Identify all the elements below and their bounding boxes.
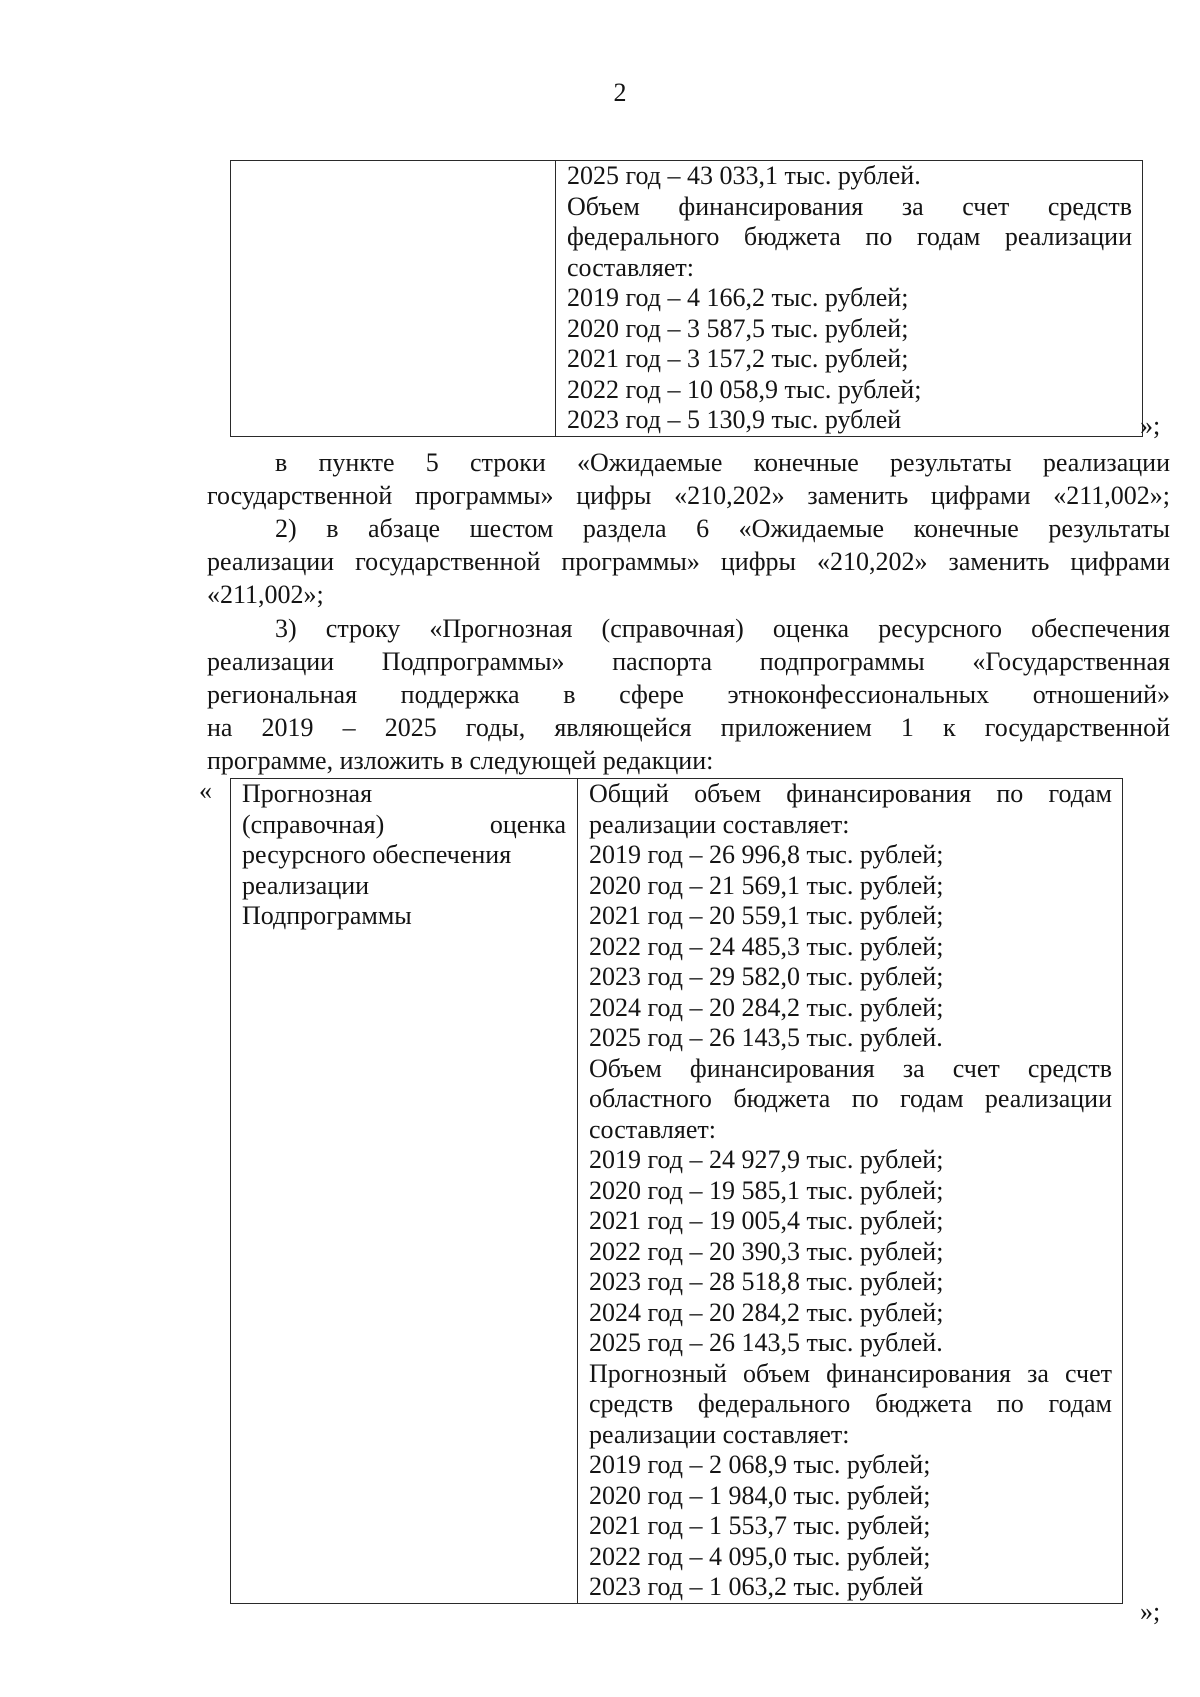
table2-line: 2024 год – 20 284,2 тыс. рублей; <box>589 992 944 1022</box>
table2-line: 2021 год – 19 005,4 тыс. рублей; <box>589 1206 944 1235</box>
table2-line: 2019 год – 2 068,9 тыс. рублей; <box>589 1450 931 1479</box>
paragraph-line: программе, изложить в следующей редакции: <box>207 746 714 775</box>
paragraph-line: на 2019 – 2025 годы, являющейся приложением 1 к государственной <box>207 713 1170 742</box>
table2-right-cell <box>578 779 1123 1604</box>
table2-left-line: ресурсного обеспечения <box>242 840 512 869</box>
table1-line: 2022 год – 10 058,9 тыс. рублей; <box>567 374 922 404</box>
table2-line: составляет: <box>589 1114 716 1144</box>
table2-line: 2021 год – 20 559,1 тыс. рублей; <box>589 901 944 930</box>
table1-right-cell <box>556 161 1143 437</box>
table2-line: 2023 год – 29 582,0 тыс. рублей; <box>589 962 944 991</box>
table2-line: 2025 год – 26 143,5 тыс. рублей. <box>589 1328 943 1357</box>
table1-line: Объем финансирования за счет средств <box>567 191 1132 221</box>
opening-quote: « <box>199 776 212 805</box>
table1-line: федерального бюджета по годам реализации <box>567 222 1132 251</box>
paragraph-item-5 <box>207 446 1170 512</box>
table2-line: 2021 год – 1 553,7 тыс. рублей; <box>589 1511 931 1540</box>
table2-line: 2022 год – 24 485,3 тыс. рублей; <box>589 931 944 961</box>
table2-line: Объем финансирования за счет средств <box>589 1053 1112 1083</box>
table2-line: реализации составляет: <box>589 809 850 839</box>
paragraph-line: реализации Подпрограммы» паспорта подпрограммы «Государственная <box>207 647 1170 676</box>
paragraph-line: государственной программы» цифры «210,202» заменить цифрами «211,002»; <box>207 481 1170 510</box>
table2-line: 2020 год – 19 585,1 тыс. рублей; <box>589 1175 944 1205</box>
closing-quote: »; <box>1140 411 1161 440</box>
funding-table-continuation <box>230 160 1143 437</box>
table2-line: 2019 год – 24 927,9 тыс. рублей; <box>589 1145 944 1174</box>
table2-line: 2025 год – 26 143,5 тыс. рублей. <box>589 1023 943 1052</box>
table2-left-line: (справочная) оценка <box>242 809 566 839</box>
table2-line: 2020 год – 1 984,0 тыс. рублей; <box>589 1480 931 1510</box>
closing-quote: »; <box>1140 1597 1161 1626</box>
table1-line: составляет: <box>567 252 694 282</box>
table2-left-line: Подпрограммы <box>242 901 412 930</box>
page-number: 2 <box>613 78 627 107</box>
table2-line: 2023 год – 1 063,2 тыс. рублей <box>589 1572 924 1601</box>
paragraph-line: региональная поддержка в сфере этноконфессиональных отношений» <box>207 680 1170 709</box>
paragraph-line: 3) строку «Прогнозная (справочная) оценка ресурсного обеспечения <box>275 614 1170 643</box>
paragraph-line: реализации государственной программы» цифры «210,202» заменить цифрами <box>207 547 1170 576</box>
table2-line: 2019 год – 26 996,8 тыс. рублей; <box>589 840 944 869</box>
table2-line: 2023 год – 28 518,8 тыс. рублей; <box>589 1267 944 1296</box>
table2-line: средств федерального бюджета по годам <box>589 1389 1112 1418</box>
table2-line: 2022 год – 4 095,0 тыс. рублей; <box>589 1541 931 1571</box>
table1-line: 2025 год – 43 033,1 тыс. рублей. <box>567 161 921 190</box>
table2-line: 2024 год – 20 284,2 тыс. рублей; <box>589 1297 944 1327</box>
table2-left-cell <box>231 779 578 1604</box>
table2-line: областного бюджета по годам реализации <box>589 1084 1112 1113</box>
paragraph-item-3 <box>207 612 1170 777</box>
table1-left-cell <box>231 161 556 437</box>
paragraph-line: «211,002»; <box>207 580 324 609</box>
paragraph-line: в пункте 5 строки «Ожидаемые конечные результаты реализации <box>275 448 1170 477</box>
table2-line: 2020 год – 21 569,1 тыс. рублей; <box>589 870 944 900</box>
table1-line: 2019 год – 4 166,2 тыс. рублей; <box>567 283 909 312</box>
table1-line: 2020 год – 3 587,5 тыс. рублей; <box>567 313 909 343</box>
table2-line: 2022 год – 20 390,3 тыс. рублей; <box>589 1236 944 1266</box>
table2-line: реализации составляет: <box>589 1419 850 1449</box>
funding-table-subprogram <box>230 778 1123 1604</box>
table1-line: 2021 год – 3 157,2 тыс. рублей; <box>567 344 909 373</box>
paragraph-line: 2) в абзаце шестом раздела 6 «Ожидаемые конечные результаты <box>275 514 1170 543</box>
table2-line: Общий объем финансирования по годам <box>589 779 1112 808</box>
table1-line: 2023 год – 5 130,9 тыс. рублей <box>567 405 902 434</box>
table2-line: Прогнозный объем финансирования за счет <box>589 1358 1112 1388</box>
table2-left-line: реализации <box>242 870 370 900</box>
paragraph-item-2 <box>207 512 1170 611</box>
table2-left-line: Прогнозная <box>242 779 373 808</box>
